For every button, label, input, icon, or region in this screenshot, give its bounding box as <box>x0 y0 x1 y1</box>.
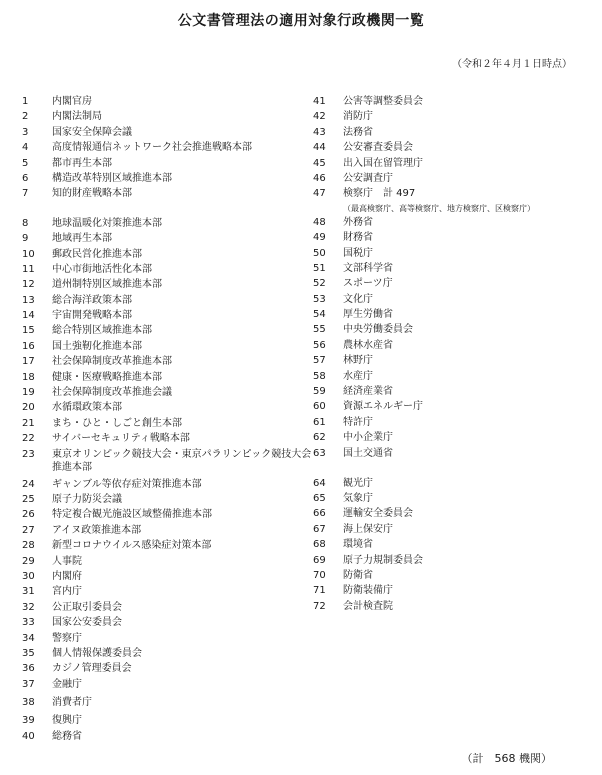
list-item <box>22 615 312 630</box>
list-item <box>313 292 583 307</box>
list-item <box>22 538 312 553</box>
item-number: 47 <box>313 188 326 200</box>
spacer <box>22 202 312 209</box>
item-name: 知的財産戦略本部 <box>52 188 132 200</box>
list-item <box>22 677 312 692</box>
list-item <box>22 729 312 744</box>
list-item <box>22 385 312 400</box>
item-number: 31 <box>22 586 35 598</box>
list-item <box>22 186 312 201</box>
item-name: 観光庁 <box>343 477 373 489</box>
list-item <box>313 537 583 552</box>
item-number: 41 <box>313 96 326 107</box>
item-name: 復興庁 <box>52 715 82 727</box>
item-number: 32 <box>22 601 35 613</box>
item-number: 57 <box>313 355 326 367</box>
list-item <box>22 554 312 569</box>
page-title: 公文書管理法の適用対象行政機関一覧 <box>177 13 425 29</box>
item-name: 道州制特別区域推進本部 <box>52 279 162 291</box>
item-number: 26 <box>22 509 35 521</box>
item-number: 2 <box>22 111 29 123</box>
item-name: アイヌ政策推進本部 <box>52 524 142 536</box>
item-name: 公安調査庁 <box>343 172 393 184</box>
list-item <box>22 477 312 492</box>
item-number: 10 <box>22 248 35 260</box>
item-name: 個人情報保護委員会 <box>52 647 142 659</box>
item-name: 高度情報通信ネットワーク社会推進戦略本部 <box>52 142 252 154</box>
item-name: 外務省 <box>343 216 373 228</box>
item-number: 16 <box>22 340 35 352</box>
item-name: 健康・医療戦略推進本部 <box>52 371 162 383</box>
list-item <box>22 216 312 231</box>
item-name: 国家公安委員会 <box>52 617 122 629</box>
list-item <box>313 446 583 473</box>
item-number: 49 <box>313 232 326 244</box>
item-number: 25 <box>22 493 35 505</box>
item-number: 53 <box>313 293 326 305</box>
list-item <box>313 276 583 291</box>
list-item <box>313 415 583 430</box>
list-item <box>313 171 583 186</box>
item-number: 12 <box>22 279 35 291</box>
item-number: 58 <box>313 370 326 382</box>
item-name: 総合特別区域推進本部 <box>52 325 152 337</box>
list-item <box>313 322 583 337</box>
list-item <box>22 140 312 155</box>
item-number: 44 <box>313 142 326 154</box>
item-name: 地域再生本部 <box>52 233 112 245</box>
item-name: 公正取引委員会 <box>52 601 122 613</box>
item-number: 7 <box>22 188 29 200</box>
list-item <box>313 230 583 245</box>
item-name: 都市再生本部 <box>52 157 112 169</box>
item-number: 23 <box>22 448 35 460</box>
list-item <box>313 125 583 140</box>
list-item <box>313 353 583 368</box>
list-item <box>22 247 312 262</box>
item-number: 62 <box>313 432 326 444</box>
agency-list-right <box>313 94 583 614</box>
as-of-date: （令和２年４月１日時点） <box>452 59 572 70</box>
item-name: 中小企業庁 <box>343 432 393 444</box>
item-number: 60 <box>313 401 326 413</box>
item-name: 林野庁 <box>343 355 373 367</box>
list-item <box>22 569 312 584</box>
list-item <box>313 506 583 521</box>
item-number: 52 <box>313 278 326 290</box>
item-number: 18 <box>22 371 35 383</box>
item-name: 公安審査委員会 <box>343 142 413 154</box>
item-number: 68 <box>313 539 326 551</box>
item-number: 15 <box>22 325 35 337</box>
list-item <box>313 553 583 568</box>
item-number: 56 <box>313 339 326 351</box>
item-name: 中心市街地活性化本部 <box>52 263 152 275</box>
item-number: 54 <box>313 309 326 321</box>
list-item <box>22 713 312 728</box>
list-item <box>22 492 312 507</box>
list-item <box>313 430 583 445</box>
list-item <box>313 583 583 598</box>
list-item <box>313 109 583 124</box>
item-name: 文部科学省 <box>343 262 393 274</box>
item-number: 48 <box>313 216 326 228</box>
list-item <box>22 695 312 710</box>
item-number: 11 <box>22 263 35 275</box>
item-name: 原子力規制委員会 <box>343 554 423 566</box>
list-item <box>22 631 312 646</box>
item-number: 42 <box>313 111 326 123</box>
item-name: 東京オリンピック競技大会・東京パラリンピック競技大会推進本部 <box>52 448 312 474</box>
item-name: スポーツ庁 <box>343 278 393 290</box>
item-name: 総合海洋政策本部 <box>52 294 132 306</box>
item-number: 61 <box>313 416 326 428</box>
item-name: 農林水産省 <box>343 339 393 351</box>
item-number: 50 <box>313 247 326 259</box>
item-name: 金融庁 <box>52 678 82 690</box>
item-number: 34 <box>22 632 35 644</box>
list-item <box>22 447 312 474</box>
item-number: 65 <box>313 492 326 504</box>
list-item <box>22 416 312 431</box>
item-number: 5 <box>22 157 29 169</box>
list-item <box>313 261 583 276</box>
item-number: 20 <box>22 402 35 414</box>
list-item <box>22 600 312 615</box>
list-item <box>22 125 312 140</box>
item-name: 地球温暖化対策推進本部 <box>52 217 162 229</box>
item-name: 社会保障制度改革推進会議 <box>52 387 172 399</box>
list-item <box>313 246 583 261</box>
list-item <box>22 354 312 369</box>
item-number: 70 <box>313 569 326 581</box>
list-item <box>22 171 312 186</box>
item-name: 文化庁 <box>343 293 373 305</box>
item-number: 21 <box>22 417 35 429</box>
item-name: 法務省 <box>343 126 373 138</box>
list-item <box>313 599 583 614</box>
item-name: 国家安全保障会議 <box>52 126 132 138</box>
item-number: 24 <box>22 478 35 490</box>
item-number: 8 <box>22 217 29 229</box>
item-number: 22 <box>22 433 35 445</box>
list-item <box>22 661 312 676</box>
item-number: 36 <box>22 663 35 675</box>
agency-list-left <box>22 94 312 744</box>
item-name: 経済産業省 <box>343 386 393 398</box>
item-number: 35 <box>22 647 35 659</box>
item-number: 69 <box>313 554 326 566</box>
list-item <box>22 293 312 308</box>
list-item <box>313 186 583 201</box>
spacer <box>22 209 312 216</box>
list-item <box>22 523 312 538</box>
list-item <box>313 94 583 109</box>
list-item <box>22 262 312 277</box>
list-item <box>22 431 312 446</box>
total-count: （計 568 機関） <box>461 752 552 765</box>
list-item <box>313 156 583 171</box>
item-name: 気象庁 <box>343 492 373 504</box>
list-item <box>313 568 583 583</box>
item-name: 原子力防災会議 <box>52 493 122 505</box>
list-item <box>22 646 312 661</box>
item-name: 宇宙開発戦略本部 <box>52 310 132 322</box>
item-name: サイバーセキュリティ戦略本部 <box>52 433 190 445</box>
item-name: 郵政民営化推進本部 <box>52 248 142 260</box>
list-item <box>313 307 583 322</box>
item-name: 内閣府 <box>52 570 82 582</box>
item-number: 3 <box>22 126 29 138</box>
item-name: 人事院 <box>52 555 82 567</box>
item-name: まち・ひと・しごと創生本部 <box>52 417 182 429</box>
item-name: ギャンブル等依存症対策推進本部 <box>52 478 202 490</box>
item-name: 消費者庁 <box>52 697 92 709</box>
item-name: 特定複合観光施設区域整備推進本部 <box>52 509 212 521</box>
item-number: 71 <box>313 585 326 597</box>
item-number: 30 <box>22 570 35 582</box>
item-name: 運輸安全委員会 <box>343 508 413 520</box>
item-number: 13 <box>22 294 35 306</box>
item-name: 水産庁 <box>343 370 373 382</box>
list-item <box>22 339 312 354</box>
item-number: 27 <box>22 524 35 536</box>
item-name: 国土強靭化推進本部 <box>52 340 142 352</box>
item-name: 環境省 <box>343 539 373 551</box>
list-item <box>313 399 583 414</box>
item-name: カジノ管理委員会 <box>52 663 132 675</box>
item-name: 厚生労働省 <box>343 309 393 321</box>
item-name: 公害等調整委員会 <box>343 96 423 107</box>
item-number: 64 <box>313 477 326 489</box>
item-number: 1 <box>22 96 29 107</box>
item-name: 特許庁 <box>343 416 373 428</box>
item-number: 63 <box>313 447 326 459</box>
item-name: 水循環政策本部 <box>52 402 122 414</box>
item-number: 72 <box>313 600 326 612</box>
item-number: 66 <box>313 508 326 520</box>
item-number: 67 <box>313 523 326 535</box>
item-name: 会計検査院 <box>343 600 393 612</box>
item-number: 51 <box>313 262 326 274</box>
list-item <box>22 507 312 522</box>
prosecutors-note: （最高検察庁、高等検察庁、地方検察庁、区検察庁） <box>343 203 535 213</box>
item-name: 消防庁 <box>343 111 373 123</box>
list-item <box>22 400 312 415</box>
item-name: 資源エネルギー庁 <box>343 401 423 413</box>
list-item <box>22 156 312 171</box>
list-item <box>22 308 312 323</box>
list-item <box>313 140 583 155</box>
item-number: 17 <box>22 356 35 368</box>
list-item <box>313 338 583 353</box>
item-number: 33 <box>22 617 35 629</box>
item-number: 37 <box>22 678 35 690</box>
item-name: 内閣官房 <box>52 96 92 107</box>
item-name: 国土交通省 <box>343 447 393 459</box>
list-item <box>313 369 583 384</box>
list-item <box>313 491 583 506</box>
item-name: 出入国在留管理庁 <box>343 157 423 169</box>
item-number: 40 <box>22 730 35 742</box>
item-number: 28 <box>22 540 35 552</box>
item-name: 総務省 <box>52 730 82 742</box>
item-name: 財務省 <box>343 232 373 244</box>
item-name: 防衛装備庁 <box>343 585 393 597</box>
list-item <box>313 522 583 537</box>
item-name: 国税庁 <box>343 247 373 259</box>
list-item <box>22 231 312 246</box>
item-name: 社会保障制度改革推進本部 <box>52 356 172 368</box>
item-name: 防衛省 <box>343 569 373 581</box>
list-item <box>313 476 583 491</box>
item-number: 29 <box>22 555 35 567</box>
item-name: 構造改革特別区域推進本部 <box>52 172 172 184</box>
item-number: 19 <box>22 387 35 399</box>
item-name: 警察庁 <box>52 632 82 644</box>
list-item <box>313 384 583 399</box>
item-number: 38 <box>22 697 35 709</box>
item-number: 39 <box>22 715 35 727</box>
list-item <box>22 370 312 385</box>
item-name: 宮内庁 <box>52 586 82 598</box>
item-name: 新型コロナウイルス感染症対策本部 <box>52 540 212 552</box>
item-name: 内閣法制局 <box>52 111 102 123</box>
item-name: 海上保安庁 <box>343 523 393 535</box>
list-item <box>22 109 312 124</box>
item-number: 46 <box>313 172 326 184</box>
item-number: 45 <box>313 157 326 169</box>
item-number: 6 <box>22 172 29 184</box>
item-number: 9 <box>22 233 29 245</box>
item-name: 中央労働委員会 <box>343 324 413 336</box>
item-name: 検察庁 計 497 <box>343 188 416 200</box>
item-number: 59 <box>313 386 326 398</box>
item-number: 43 <box>313 126 326 138</box>
list-item <box>22 323 312 338</box>
item-number: 14 <box>22 310 35 322</box>
item-number: 4 <box>22 142 29 154</box>
list-item <box>22 277 312 292</box>
list-item <box>22 584 312 599</box>
list-item <box>22 94 312 109</box>
item-number: 55 <box>313 324 326 336</box>
list-item <box>313 215 583 230</box>
